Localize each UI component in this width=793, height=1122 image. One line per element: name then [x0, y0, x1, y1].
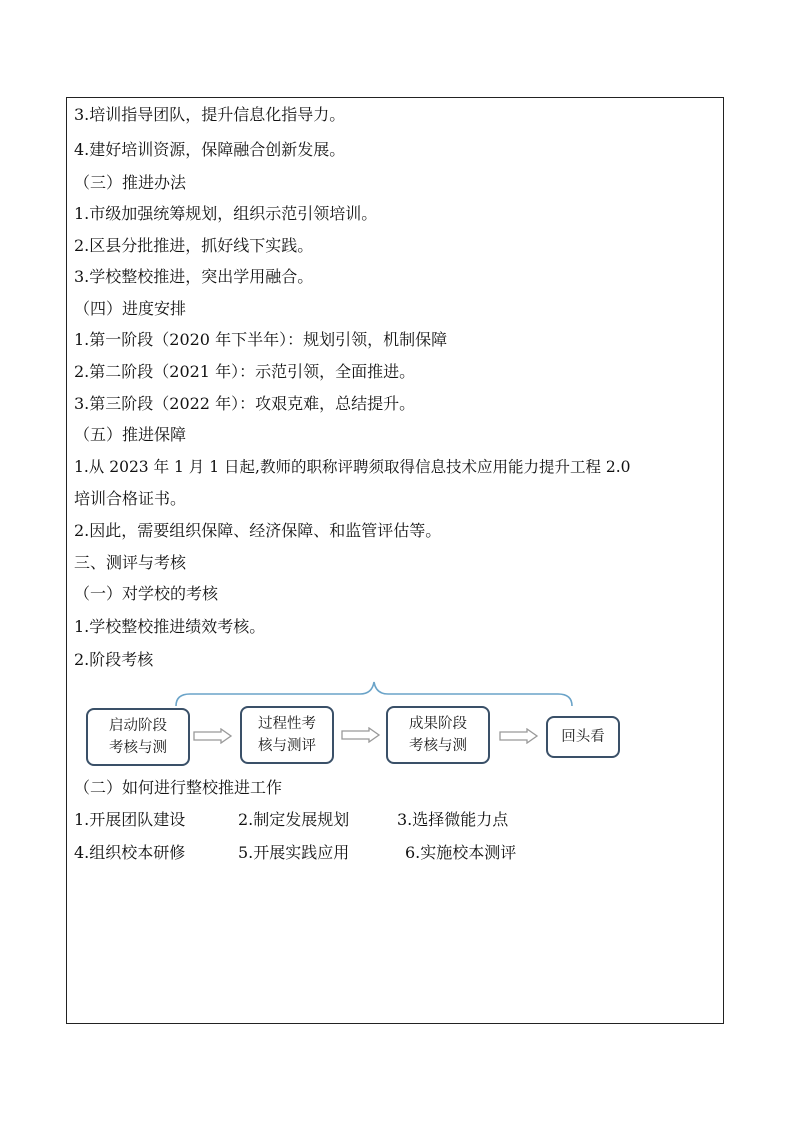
text-line: 2.因此，需要组织保障、经济保障、和监管评估等。	[74, 521, 442, 540]
section-heading: （二）如何进行整校推进工作	[74, 778, 283, 797]
flow-box-label: 考核与测	[409, 738, 467, 754]
flow-box-review	[546, 716, 620, 758]
text-line: 3.第三阶段（2022 年）：攻艰克难，总结提升。	[74, 394, 416, 413]
flow-box-label: 回头看	[561, 729, 605, 745]
text-line: 3.学校整校推进，突出学用融合。	[74, 267, 314, 286]
work-item: 4.组织校本研修	[74, 843, 186, 862]
section-heading: （四）进度安排	[74, 299, 187, 318]
text-line: 培训合格证书。	[74, 489, 187, 508]
work-item: 5.开展实践应用	[238, 843, 350, 862]
text-line: 1.市级加强统筹规划，组织示范引领培训。	[74, 204, 378, 223]
section-heading: （三）推进办法	[74, 173, 187, 192]
work-item: 3.选择微能力点	[397, 810, 509, 829]
work-item: 6.实施校本测评	[405, 843, 517, 862]
work-item: 1.开展团队建设	[74, 810, 186, 829]
section-heading: 三、测评与考核	[74, 553, 187, 572]
text-line: 1.学校整校推进绩效考核。	[74, 617, 266, 636]
text-line: 2.区县分批推进，抓好线下实践。	[74, 236, 314, 255]
flow-box-stage-start	[86, 708, 190, 766]
flow-box-label: 考核与测	[109, 740, 167, 756]
work-item: 2.制定发展规划	[238, 810, 350, 829]
flow-box-process-eval	[240, 706, 334, 764]
text-line: 3.培训指导团队，提升信息化指导力。	[74, 105, 346, 124]
flow-box-result-eval	[386, 706, 490, 764]
text-line: 4.建好培训资源，保障融合创新发展。	[74, 140, 346, 159]
flow-box-label: 过程性考	[258, 716, 316, 732]
arrow-right-icon	[341, 727, 381, 743]
arrow-right-icon	[193, 728, 233, 744]
flow-box-label: 启动阶段	[109, 718, 167, 734]
text-line: 2.第二阶段（2021 年）：示范引领，全面推进。	[74, 362, 416, 381]
flow-box-label: 成果阶段	[409, 716, 467, 732]
work-items-row	[74, 810, 508, 830]
flow-box-label: 核与测评	[258, 738, 316, 754]
work-items-row	[74, 843, 516, 863]
section-heading: （五）推进保障	[74, 425, 187, 444]
text-line: 1.第一阶段（2020 年下半年）：规划引领，机制保障	[74, 330, 448, 349]
arrow-right-icon	[499, 728, 539, 744]
section-heading: （一）对学校的考核	[74, 584, 219, 603]
text-line: 1.从 2023 年 1 月 1 日起,教师的职称评聘须取得信息技术应用能力提升工程 2.0	[74, 458, 631, 476]
text-line: 2.阶段考核	[74, 650, 154, 669]
